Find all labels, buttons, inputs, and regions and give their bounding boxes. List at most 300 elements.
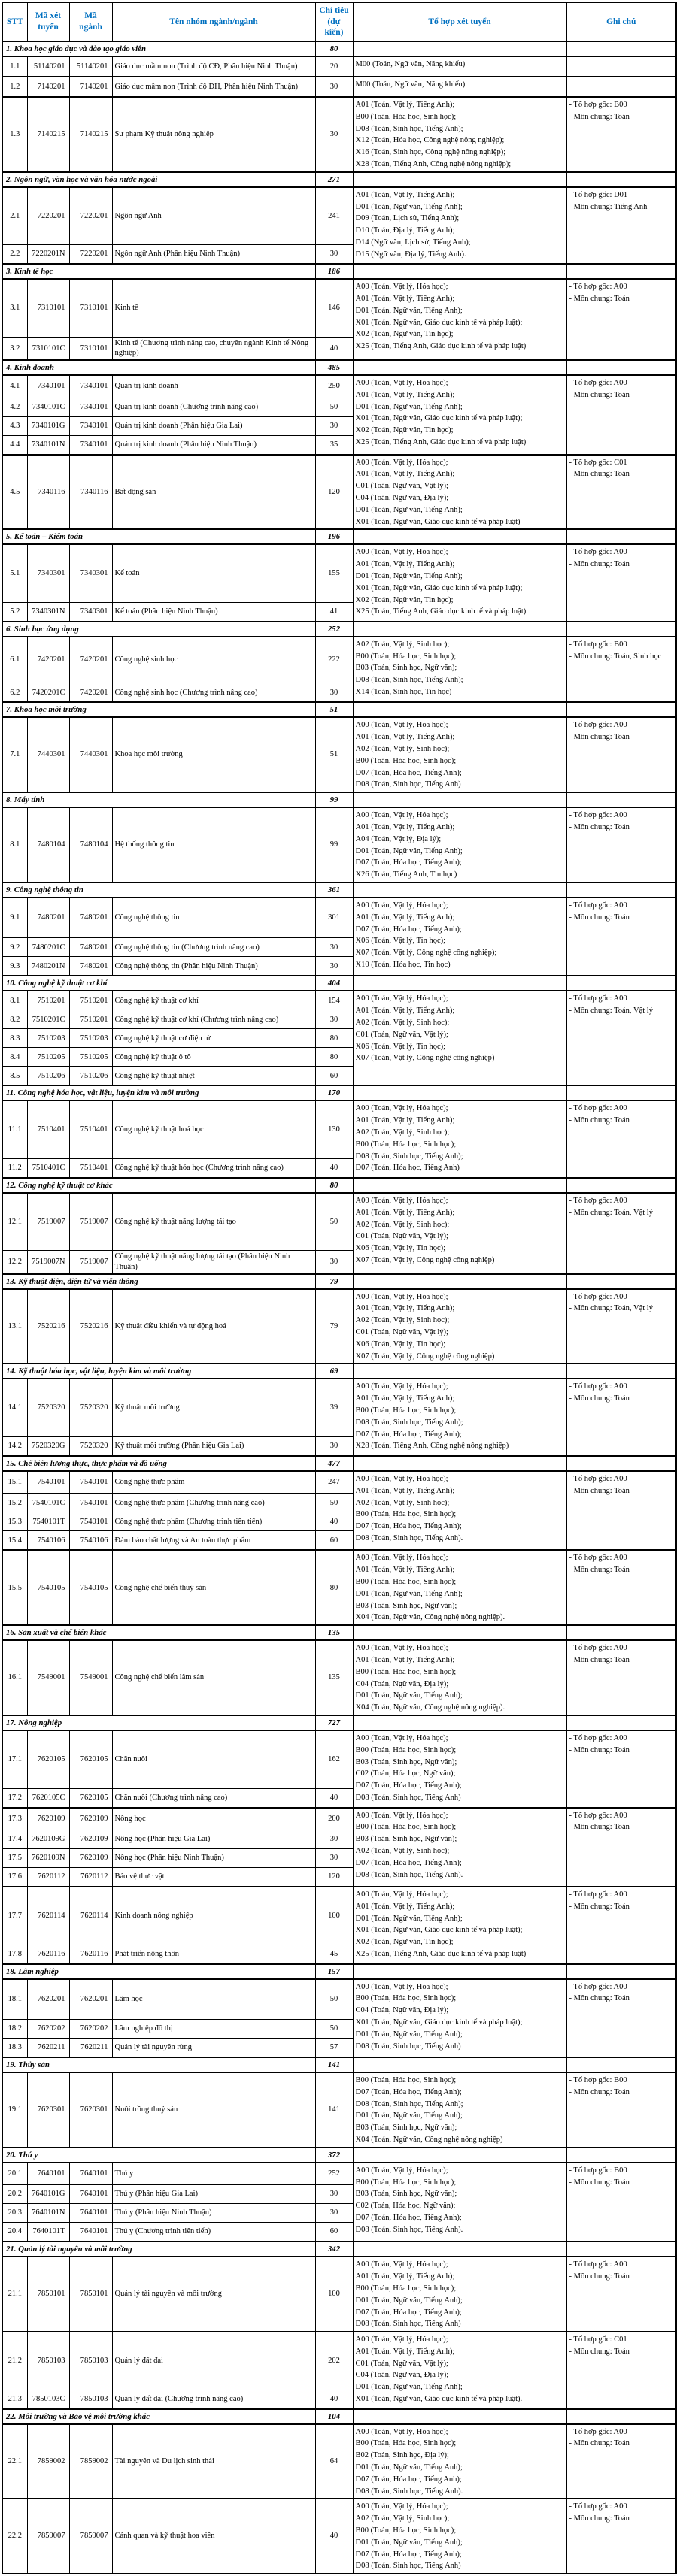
combo-line: A00 (Toán, Vật lý, Hóa học); [355, 721, 448, 730]
ma-xet-tuyen-cell: 7140215 [27, 97, 69, 172]
combo-line: A00 (Toán, Vật lý, Hóa học); [355, 548, 448, 557]
note-line: - Tổ hợp gốc: C01 [569, 458, 627, 467]
combo-line: C04 (Toán, Ngữ văn, Địa lý); [355, 1679, 449, 1688]
major-name-cell: Kỹ thuật điều khiển và tự động hoá [112, 1289, 315, 1364]
section-note-blank [566, 1178, 676, 1193]
combo-line: D01 (Toán, Ngữ văn, Tiếng Anh); [355, 505, 463, 514]
combos-cell [353, 1379, 566, 1456]
ma-nganh-cell: 7510401 [69, 1100, 112, 1158]
combo-line: B02 (Toán, Sinh học, Địa lý); [355, 2451, 449, 2460]
stt-cell: 12.2 [2, 1251, 27, 1274]
data-row [2, 898, 676, 938]
note-line: - Môn chung: Toán, Vật lý [569, 1208, 653, 1217]
stt-cell: 8.1 [2, 991, 27, 1010]
ma-xet-tuyen-cell: 7340101G [27, 416, 69, 435]
combo-line: A00 (Toán, Vật lý, Hóa học); [355, 283, 448, 292]
quota-cell: 222 [315, 637, 353, 683]
combo-line: A00 (Toán, Vật lý, Hóa học); [355, 2260, 448, 2269]
quota-cell: 50 [315, 1979, 353, 2020]
major-name-cell: Cảnh quan và kỹ thuật hoa viên [112, 2499, 315, 2574]
section-note-blank [566, 1715, 676, 1730]
ma-nganh-cell: 7859002 [69, 2424, 112, 2499]
note-line: - Tổ hợp gốc: B00 [569, 2076, 627, 2085]
section-combos-blank [353, 2057, 566, 2072]
ma-nganh-cell: 7540101 [69, 1494, 112, 1512]
combo-line: X01 (Toán, Ngữ văn, Giáo dục kinh tế và pháp luật); [355, 414, 523, 423]
data-row [2, 187, 676, 245]
stt-cell: 6.2 [2, 683, 27, 703]
stt-cell: 18.2 [2, 2020, 27, 2039]
ma-nganh-cell: 7520216 [69, 1289, 112, 1364]
note-line: - Tổ hợp gốc: A00 [569, 721, 627, 730]
section-title: 10. Công nghệ kỹ thuật cơ khí [2, 976, 315, 991]
ma-xet-tuyen-cell: 7640101T [27, 2223, 69, 2242]
ma-xet-tuyen-cell: 7519007 [27, 1193, 69, 1251]
section-combos-blank [353, 2148, 566, 2163]
major-name-cell: Kinh tế (Chương trình nâng cao, chuyên ngành Kinh tế Nông nghiệp) [112, 337, 315, 360]
section-row [2, 1364, 676, 1379]
note-line: - Môn chung: Toán [569, 2514, 630, 2523]
combo-line: X14 (Toán, Sinh học, Tin học) [355, 688, 452, 697]
major-name-cell: Nông học (Phân hiệu Ninh Thuận) [112, 1849, 315, 1868]
note-cell [566, 1640, 676, 1715]
quota-cell: 155 [315, 544, 353, 602]
note-cell [566, 1808, 676, 1887]
major-name-cell: Công nghệ kỹ thuật nhiệt [112, 1067, 315, 1086]
combo-line: D07 (Toán, Hóa học, Tiếng Anh) [355, 1164, 460, 1173]
combo-line: D08 (Toán, Sinh học, Tiếng Anh); [355, 1418, 463, 1427]
stt-cell: 14.1 [2, 1379, 27, 1436]
major-name-cell: Kinh doanh nông nghiệp [112, 1887, 315, 1945]
section-combos-blank [353, 172, 566, 187]
combo-line: X25 (Toán, Tiếng Anh, Giáo dục kinh tế và pháp luật) [355, 607, 527, 616]
quota-cell: 41 [315, 602, 353, 622]
ma-nganh-cell: 7340301 [69, 544, 112, 602]
combo-line: A00 (Toán, Vật lý, Hóa học); [355, 1811, 448, 1820]
stt-cell: 21.2 [2, 2332, 27, 2390]
ma-xet-tuyen-cell: 7420201C [27, 683, 69, 703]
quota-cell: 40 [315, 2499, 353, 2574]
section-combos-blank [353, 264, 566, 279]
ma-nganh-cell: 7510205 [69, 1048, 112, 1067]
major-name-cell: Công nghệ thực phẩm [112, 1471, 315, 1494]
stt-cell: 14.2 [2, 1436, 27, 1456]
col-header-chi-tieu: Chỉ tiêu (dự kiến) [315, 2, 353, 41]
stt-cell: 22.1 [2, 2424, 27, 2499]
note-cell [566, 1193, 676, 1274]
ma-xet-tuyen-cell: 7620116 [27, 1945, 69, 1964]
note-line: - Môn chung: Toán [569, 295, 630, 304]
section-note-blank [566, 622, 676, 637]
combos-cell [353, 991, 566, 1085]
data-row [2, 2257, 676, 2332]
combos-cell [353, 2163, 566, 2242]
combos-cell [353, 1550, 566, 1625]
stt-cell: 18.1 [2, 1979, 27, 2020]
ma-nganh-cell: 7310101 [69, 337, 112, 360]
combo-line: D07 (Toán, Hóa học, Tiếng Anh); [355, 2550, 462, 2559]
note-cell [566, 2424, 676, 2499]
combo-line: D09 (Toán, Lịch sử, Tiếng Anh); [355, 214, 460, 223]
quota-cell: 241 [315, 187, 353, 245]
combo-line: X28 (Toán, Tiếng Anh, Công nghệ nông nghiệp) [355, 1442, 509, 1451]
quota-cell: 130 [315, 1100, 353, 1158]
ma-nganh-cell: 7340301 [69, 602, 112, 622]
data-row [2, 56, 676, 77]
stt-cell: 21.1 [2, 2257, 27, 2332]
quota-cell: 30 [315, 416, 353, 435]
combo-line: B00 (Toán, Hóa học, Sinh học); [355, 1578, 457, 1587]
ma-nganh-cell: 7620211 [69, 2039, 112, 2058]
combo-line: B00 (Toán, Hóa học, Sinh học); [355, 2178, 457, 2187]
ma-xet-tuyen-cell: 7440301 [27, 717, 69, 792]
section-combos-blank [353, 2242, 566, 2257]
major-name-cell: Nuôi trồng thuỷ sản [112, 2072, 315, 2148]
combo-line: D08 (Toán, Sinh học, Tiếng Anh). [355, 1870, 463, 1879]
data-row [2, 1193, 676, 1251]
quota-cell: 162 [315, 1730, 353, 1788]
note-cell [566, 2499, 676, 2574]
ma-xet-tuyen-cell: 7859007 [27, 2499, 69, 2574]
section-row [2, 2057, 676, 2072]
stt-cell: 8.4 [2, 1048, 27, 1067]
major-name-cell: Phát triển nông thôn [112, 1945, 315, 1964]
stt-cell: 1.1 [2, 56, 27, 77]
stt-cell: 4.4 [2, 435, 27, 455]
note-cell [566, 2072, 676, 2148]
ma-xet-tuyen-cell: 7640101N [27, 2204, 69, 2223]
col-header-ma-xet-tuyen: Mã xét tuyển [27, 2, 69, 41]
combos-cell [353, 637, 566, 703]
combo-line: D07 (Toán, Hóa học, Tiếng Anh); [355, 1522, 462, 1531]
ma-nganh-cell: 7519007 [69, 1193, 112, 1251]
data-row [2, 455, 676, 530]
combo-line: D01 (Toán, Ngữ văn, Tiếng Anh); [355, 1914, 463, 1923]
ma-nganh-cell: 7340101 [69, 435, 112, 455]
ma-xet-tuyen-cell: 7540101C [27, 1494, 69, 1512]
combo-line: B03 (Toán, Sinh học, Ngữ văn); [355, 2190, 457, 2199]
ma-nganh-cell: 7850101 [69, 2257, 112, 2332]
stt-cell: 2.2 [2, 245, 27, 265]
combo-line: X25 (Toán, Tiếng Anh, Giáo dục kinh tế và pháp luật) [355, 342, 527, 351]
quota-cell: 30 [315, 1849, 353, 1868]
note-line: - Tổ hợp gốc: A00 [569, 1292, 627, 1301]
ma-xet-tuyen-cell: 7520320 [27, 1379, 69, 1436]
section-row [2, 882, 676, 898]
ma-nganh-cell: 7340101 [69, 398, 112, 416]
combo-line: D08 (Toán, Sinh học, Tiếng Anh) [355, 780, 461, 789]
major-name-cell: Công nghệ kỹ thuật hoá học [112, 1100, 315, 1158]
ma-xet-tuyen-cell: 7620202 [27, 2020, 69, 2039]
combos-cell [353, 1100, 566, 1178]
stt-cell: 8.1 [2, 807, 27, 882]
note-line: - Tổ hợp gốc: A00 [569, 1811, 627, 1820]
ma-nganh-cell: 7220201 [69, 187, 112, 245]
combo-line: B00 (Toán, Hóa học, Sinh học); [355, 1406, 457, 1415]
note-line: - Tổ hợp gốc: C01 [569, 2335, 627, 2344]
quota-cell: 30 [315, 1251, 353, 1274]
combos-cell [353, 717, 566, 792]
note-line: - Tổ hợp gốc: A00 [569, 1982, 627, 1991]
section-row [2, 702, 676, 717]
ma-xet-tuyen-cell: 7620301 [27, 2072, 69, 2148]
section-combos-blank [353, 360, 566, 375]
combo-line: D07 (Toán, Hóa học, Tiếng Anh); [355, 768, 462, 777]
ma-xet-tuyen-cell: 7510203 [27, 1029, 69, 1048]
ma-nganh-cell: 7549001 [69, 1640, 112, 1715]
major-name-cell: Chăn nuôi [112, 1730, 315, 1788]
stt-cell: 2.1 [2, 187, 27, 245]
quota-cell: 80 [315, 1029, 353, 1048]
ma-xet-tuyen-cell: 7340101N [27, 435, 69, 455]
combo-line: X16 (Toán, Sinh học, Công nghệ nông nghiệp); [355, 148, 506, 157]
major-name-cell: Ngôn ngữ Anh [112, 187, 315, 245]
stt-cell: 17.4 [2, 1830, 27, 1849]
combo-line: A00 (Toán, Vật lý, Hóa học); [355, 1644, 448, 1653]
combo-line: X02 (Toán, Ngữ văn, Tin học); [355, 330, 454, 339]
stt-cell: 8.3 [2, 1029, 27, 1048]
ma-xet-tuyen-cell: 7480201N [27, 957, 69, 976]
major-name-cell: Quản lý tài nguyên và môi trường [112, 2257, 315, 2332]
major-name-cell: Quản lý tài nguyên rừng [112, 2039, 315, 2058]
major-name-cell: Công nghệ thông tin (Chương trình nâng cao) [112, 938, 315, 957]
quota-cell: 250 [315, 375, 353, 398]
combo-line: X25 (Toán, Tiếng Anh, Giáo dục kinh tế và pháp luật) [355, 438, 527, 447]
combo-line: B00 (Toán, Hóa học, Sinh học); [355, 2284, 457, 2293]
major-name-cell: Quản lý đất đai [112, 2332, 315, 2390]
quota-cell: 30 [315, 1010, 353, 1029]
combos-cell [353, 544, 566, 622]
note-cell [566, 375, 676, 455]
section-title: 12. Công nghệ kỹ thuật cơ khác [2, 1178, 315, 1193]
combo-line: A02 (Toán, Vật lý, Sinh học); [355, 1220, 450, 1229]
note-line: - Môn chung: Toán [569, 1745, 630, 1754]
combo-line: D01 (Toán, Ngữ văn, Tiếng Anh); [355, 846, 463, 855]
ma-xet-tuyen-cell: 7340101 [27, 375, 69, 398]
stt-cell: 21.3 [2, 2390, 27, 2409]
ma-nganh-cell: 7480201 [69, 957, 112, 976]
major-name-cell: Công nghệ kỹ thuật cơ khí (Chương trình nâng cao) [112, 1010, 315, 1029]
ma-nganh-cell: 7510203 [69, 1029, 112, 1048]
section-title: 6. Sinh học ứng dụng [2, 622, 315, 637]
ma-nganh-cell: 7620105 [69, 1788, 112, 1808]
note-line: - Môn chung: Toán [569, 1656, 630, 1665]
section-quota: 69 [315, 1364, 353, 1379]
section-note-blank [566, 2242, 676, 2257]
combo-line: B03 (Toán, Sinh học, Ngữ văn); [355, 664, 457, 673]
note-line: - Môn chung: Toán [569, 1994, 630, 2003]
note-line: - Tổ hợp gốc: A00 [569, 1382, 627, 1391]
section-quota: 80 [315, 1178, 353, 1193]
combos-cell [353, 1193, 566, 1274]
section-row [2, 41, 676, 56]
ma-xet-tuyen-cell: 7540106 [27, 1531, 69, 1551]
quota-cell: 60 [315, 1531, 353, 1551]
section-title: 11. Công nghệ hóa học, vật liệu, luyện kim và môi trường [2, 1085, 315, 1100]
stt-cell: 17.1 [2, 1730, 27, 1788]
combo-line: B00 (Toán, Hóa học, Sinh học); [355, 1140, 457, 1149]
section-row [2, 1715, 676, 1730]
ma-xet-tuyen-cell: 7310101C [27, 337, 69, 360]
major-name-cell: Công nghệ chế biến thuỷ sản [112, 1550, 315, 1625]
combos-cell [353, 56, 566, 77]
note-cell [566, 279, 676, 360]
ma-nganh-cell: 7220201 [69, 245, 112, 265]
major-name-cell: Kế toán (Phân hiệu Ninh Thuận) [112, 602, 315, 622]
stt-cell: 8.5 [2, 1067, 27, 1086]
combos-cell [353, 2257, 566, 2332]
combo-line: D15 (Ngữ văn, Địa lý, Tiếng Anh). [355, 250, 466, 259]
quota-cell: 120 [315, 455, 353, 530]
ma-xet-tuyen-cell: 7510401 [27, 1100, 69, 1158]
note-line: - Môn chung: Toán [569, 1116, 630, 1125]
section-combos-blank [353, 1625, 566, 1640]
section-note-blank [566, 264, 676, 279]
stt-cell: 11.1 [2, 1100, 27, 1158]
major-name-cell: Quản lý đất đai (Chương trình nâng cao) [112, 2390, 315, 2409]
col-header-stt: STT [2, 2, 27, 41]
section-title: 9. Công nghệ thông tin [2, 882, 315, 898]
combo-line: D07 (Toán, Hóa học, Tiếng Anh); [355, 1781, 462, 1790]
quota-cell: 50 [315, 398, 353, 416]
ma-xet-tuyen-cell: 7480201C [27, 938, 69, 957]
combo-line: X04 (Toán, Ngữ văn, Công nghệ nông nghiệp). [355, 1703, 505, 1712]
combo-line: A01 (Toán, Vật lý, Tiếng Anh); [355, 822, 455, 831]
stt-cell: 3.2 [2, 337, 27, 360]
combo-line: X01 (Toán, Ngữ văn, Giáo dục kinh tế và pháp luật); [355, 583, 523, 592]
combo-line: B00 (Toán, Hóa học, Sinh học); [355, 756, 457, 765]
combo-line: D01 (Toán, Ngữ văn, Tiếng Anh); [355, 306, 463, 315]
note-line: - Tổ hợp gốc: A00 [569, 2427, 627, 2436]
note-cell [566, 991, 676, 1085]
combo-line: A00 (Toán, Vật lý, Hóa học); [355, 2335, 448, 2344]
combo-line: A01 (Toán, Vật lý, Tiếng Anh); [355, 1304, 455, 1313]
data-row [2, 807, 676, 882]
stt-cell: 1.2 [2, 77, 27, 97]
combo-line: D08 (Toán, Sinh học, Tiếng Anh). [355, 1533, 463, 1542]
section-title: 15. Chế biến lương thực, thực phẩm và đồ uống [2, 1456, 315, 1471]
combo-line: D01 (Toán, Ngữ văn, Tiếng Anh); [355, 2538, 463, 2547]
section-quota: 157 [315, 1964, 353, 1979]
section-note-blank [566, 882, 676, 898]
ma-xet-tuyen-cell: 7850103C [27, 2390, 69, 2409]
quota-cell: 247 [315, 1471, 353, 1494]
combo-line: B00 (Toán, Hóa học, Sinh học); [355, 1510, 457, 1519]
combo-line: B00 (Toán, Hóa học, Sinh học); [355, 1667, 457, 1676]
data-row [2, 2424, 676, 2499]
major-name-cell: Bất động sản [112, 455, 315, 530]
data-row [2, 77, 676, 97]
major-name-cell: Quản trị kinh doanh [112, 375, 315, 398]
data-row [2, 1100, 676, 1158]
combo-line: B00 (Toán, Hóa học, Sinh học); [355, 652, 457, 661]
section-quota: 342 [315, 2242, 353, 2257]
combo-line: B03 (Toán, Sinh học, Ngữ văn); [355, 2123, 457, 2133]
combo-line: D01 (Toán, Ngữ văn, Tiếng Anh); [355, 2296, 463, 2305]
note-cell [566, 187, 676, 265]
section-quota: 79 [315, 1274, 353, 1289]
note-cell [566, 717, 676, 792]
combo-line: C01 (Toán, Ngữ văn, Vật lý); [355, 1232, 448, 1241]
section-combos-blank [353, 976, 566, 991]
combo-line: D07 (Toán, Hóa học, Tiếng Anh); [355, 2308, 462, 2317]
note-line: - Môn chung: Toán [569, 822, 630, 831]
combo-line: D01 (Toán, Ngữ văn, Tiếng Anh); [355, 1589, 463, 1598]
data-row [2, 1289, 676, 1364]
combo-line: D07 (Toán, Hóa học, Tiếng Anh); [355, 1858, 462, 1867]
section-note-blank [566, 2148, 676, 2163]
data-row [2, 2499, 676, 2574]
stt-cell: 4.2 [2, 398, 27, 416]
data-row [2, 2163, 676, 2185]
ma-xet-tuyen-cell: 7620112 [27, 1868, 69, 1887]
section-quota: 404 [315, 976, 353, 991]
combos-cell [353, 1289, 566, 1364]
combo-line: D08 (Toán, Sinh học, Tiếng Anh) [355, 2320, 461, 2329]
combo-line: A01 (Toán, Vật lý, Tiếng Anh); [355, 560, 455, 569]
quota-cell: 146 [315, 279, 353, 337]
ma-nganh-cell: 7540105 [69, 1550, 112, 1625]
section-note-blank [566, 792, 676, 807]
combos-cell [353, 77, 566, 97]
ma-nganh-cell: 7540101 [69, 1471, 112, 1494]
combo-line: A00 (Toán, Vật lý, Hóa học); [355, 1890, 448, 1899]
section-note-blank [566, 2057, 676, 2072]
combo-line: X26 (Toán, Tiếng Anh, Tin học) [355, 870, 457, 879]
section-quota: 170 [315, 1085, 353, 1100]
section-row [2, 1178, 676, 1193]
ma-nganh-cell: 7510201 [69, 1010, 112, 1029]
combo-line: X04 (Toán, Ngữ văn, Công nghệ nông nghiệp). [355, 1613, 505, 1622]
combo-line: C02 (Toán, Hóa học, Ngữ văn); [355, 2202, 456, 2211]
quota-cell: 30 [315, 77, 353, 97]
combos-cell [353, 807, 566, 882]
ma-xet-tuyen-cell: 7140201 [27, 77, 69, 97]
combo-line: X06 (Toán, Vật lý, Tin học); [355, 1339, 446, 1349]
stt-cell: 6.1 [2, 637, 27, 683]
combo-line: D07 (Toán, Hóa học, Tiếng Anh); [355, 858, 462, 867]
combo-line: B00 (Toán, Hóa học, Sinh học); [355, 112, 457, 121]
major-name-cell: Quản trị kinh doanh (Phân hiệu Ninh Thuận) [112, 435, 315, 455]
combos-cell [353, 279, 566, 360]
combos-cell [353, 2332, 566, 2409]
note-cell [566, 1887, 676, 1964]
quota-cell: 35 [315, 435, 353, 455]
ma-xet-tuyen-cell: 7510201 [27, 991, 69, 1010]
combo-line: C01 (Toán, Ngữ văn, Vật lý); [355, 1030, 448, 1039]
section-row [2, 2148, 676, 2163]
ma-xet-tuyen-cell: 7620109G [27, 1830, 69, 1849]
ma-nganh-cell: 7620202 [69, 2020, 112, 2039]
stt-cell: 13.1 [2, 1289, 27, 1364]
ma-xet-tuyen-cell: 51140201 [27, 56, 69, 77]
combo-line: C02 (Toán, Hóa học, Ngữ văn); [355, 1769, 456, 1778]
section-combos-blank [353, 792, 566, 807]
ma-xet-tuyen-cell: 7620211 [27, 2039, 69, 2058]
combo-line: A01 (Toán, Vật lý, Tiếng Anh); [355, 733, 455, 742]
quota-cell: 50 [315, 1193, 353, 1251]
section-combos-blank [353, 41, 566, 56]
major-name-cell: Công nghệ kỹ thuật hóa học (Chương trình nâng cao) [112, 1158, 315, 1178]
combo-line: X07 (Toán, Vật lý, Công nghệ công nghiệp) [355, 1054, 495, 1063]
note-line: - Môn chung: Toán, Vật lý [569, 1006, 653, 1016]
combo-line: D08 (Toán, Sinh học, Tiếng Anh). [355, 2225, 463, 2234]
stt-cell: 15.4 [2, 1531, 27, 1551]
ma-nganh-cell: 7340101 [69, 375, 112, 398]
stt-cell: 5.1 [2, 544, 27, 602]
ma-nganh-cell: 7520320 [69, 1436, 112, 1456]
stt-cell: 7.1 [2, 717, 27, 792]
